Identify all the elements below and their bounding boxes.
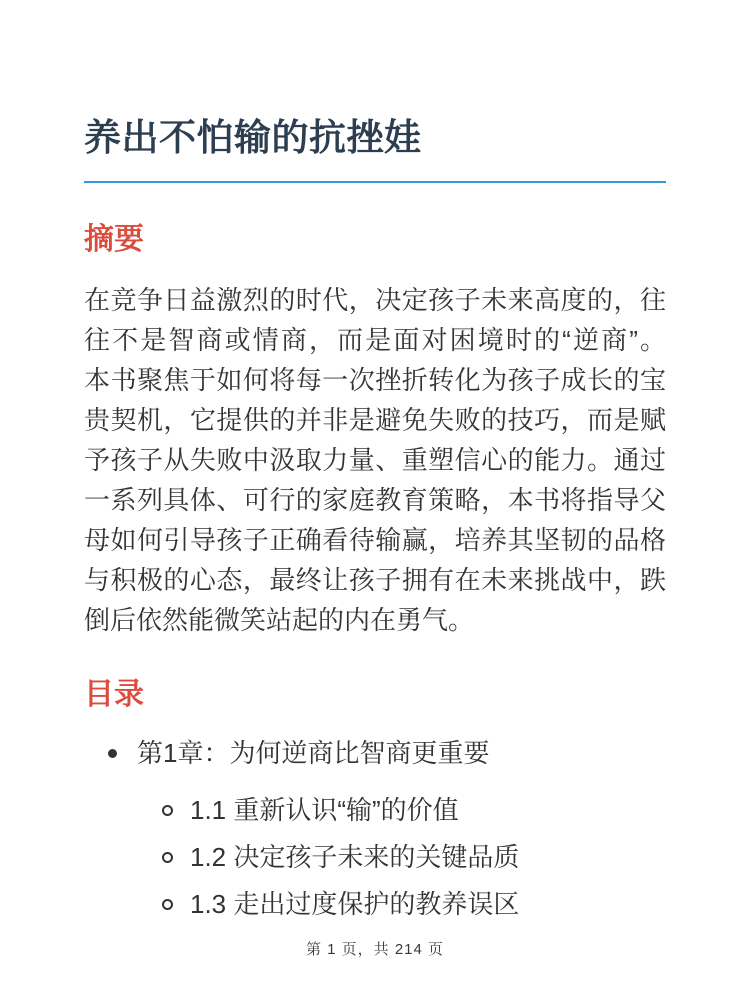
title-rule [84, 181, 666, 183]
summary-line: 在竞争日益激烈的时代，决定孩子未来高度的，往 [84, 285, 666, 315]
circle-bullet-icon [162, 899, 173, 910]
toc-section-item [84, 787, 666, 834]
toc-chapter-label: 第1章：为何逆商比智商更重要 [137, 738, 490, 768]
page-title: 养出不怕输的抗挫娃 [84, 117, 422, 158]
toc-heading: 目录 [84, 678, 144, 711]
toc-chapter-item [84, 729, 666, 777]
toc-section-item [84, 881, 666, 928]
toc-section-label: 1.3 走出过度保护的教养误区 [190, 889, 520, 919]
page-number: 第 1 页，共 214 页 [305, 941, 445, 958]
summary-line: 母如何引导孩子正确看待输赢，培养其坚韧的品格 [84, 525, 666, 555]
summary-line: 本书聚焦于如何将每一次挫折转化为孩子成长的宝 [84, 365, 666, 395]
summary-line: 贵契机，它提供的并非是避免失败的技巧，而是赋 [84, 405, 666, 435]
summary-line: 一系列具体、可行的家庭教育策略，本书将指导父 [84, 485, 666, 515]
summary-paragraph [84, 280, 666, 640]
toc-list [84, 729, 666, 928]
disc-bullet-icon [108, 749, 117, 758]
summary-line: 往不是智商或情商，而是面对困境时的“逆商”。 [84, 325, 666, 355]
toc-section-item [84, 834, 666, 881]
summary-line: 倒后依然能微笑站起的内在勇气。 [84, 605, 475, 635]
summary-line: 与积极的心态，最终让孩子拥有在未来挑战中，跌 [84, 565, 666, 595]
toc-section-label: 1.2 决定孩子未来的关键品质 [190, 842, 520, 872]
summary-heading: 摘要 [84, 223, 144, 256]
toc-section-label: 1.1 重新认识“输”的价值 [190, 795, 459, 825]
toc-sublist [84, 787, 666, 928]
circle-bullet-icon [162, 852, 173, 863]
summary-line: 予孩子从失败中汲取力量、重塑信心的能力。通过 [84, 445, 666, 475]
circle-bullet-icon [162, 805, 173, 816]
